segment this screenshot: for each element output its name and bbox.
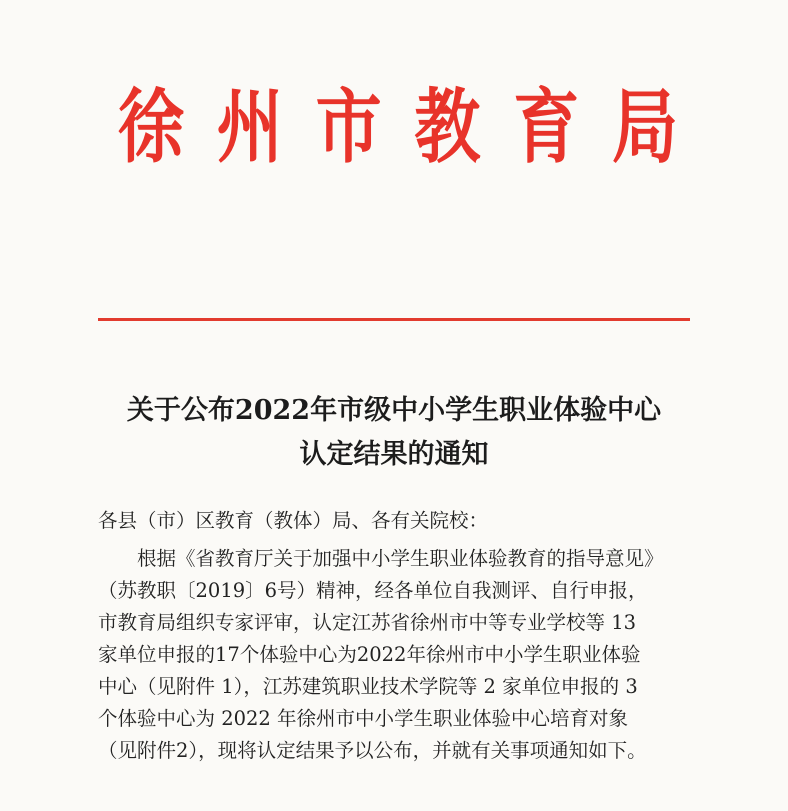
letterhead-char: 育 <box>513 79 580 175</box>
body-line: 市教育局组织专家评审，认定江苏省徐州市中等专业学校等 13 <box>98 611 637 634</box>
letterhead-char: 州 <box>216 79 283 175</box>
letterhead-char: 徐 <box>118 79 184 175</box>
salutation: 各县（市）区教育（教体）局、各有关院校： <box>98 509 489 532</box>
letterhead-red-rule <box>98 318 690 321</box>
letterhead-org-name <box>118 79 678 175</box>
body-line: 根据《省教育厅关于加强中小学生职业体验教育的指导意见》 <box>137 547 664 570</box>
document-title-line2: 认定结果的通知 <box>299 439 489 470</box>
body-line: 家单位申报的17个体验中心为2022年徐州市中小学生职业体验 <box>98 643 641 666</box>
body-line: （苏教职〔2019〕6号）精神，经各单位自我测评、自行申报， <box>98 579 648 602</box>
body-paragraph <box>98 543 698 767</box>
body-line: 个体验中心为 2022 年徐州市中小学生职业体验中心培育对象 <box>98 707 629 730</box>
letterhead-char: 教 <box>414 79 481 175</box>
letterhead-char: 市 <box>315 79 382 175</box>
body-line: 中心（见附件 1），江苏建筑职业技术学院等 2 家单位申报的 3 <box>98 675 638 698</box>
letterhead-char: 局 <box>611 79 678 175</box>
document-title-line1: 关于公布2022年市级中小学生职业体验中心 <box>126 395 662 426</box>
body-line: （见附件2），现将认定结果予以公布，并就有关事项通知如下。 <box>98 739 647 762</box>
